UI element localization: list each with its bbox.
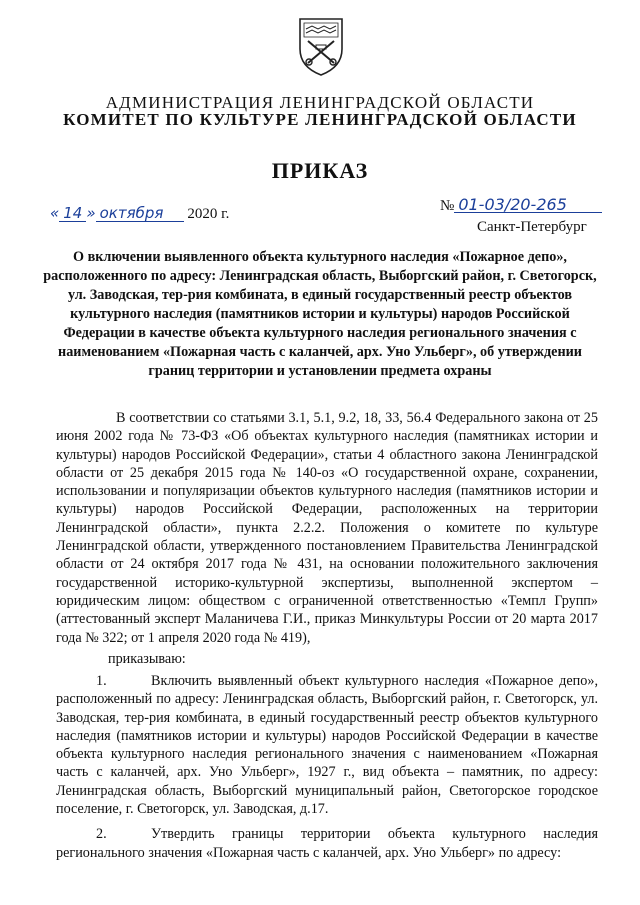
- number-prefix: №: [440, 198, 455, 214]
- order-item-1: [56, 672, 598, 818]
- order-item-1-number: 1.: [96, 673, 107, 689]
- order-item-2-text: Утвердить границы территории объекта культурного наследия регионального значения «Пожарная часть с каланчей, арх. Уно Ульберг» по адресу:: [56, 826, 598, 861]
- date-month: октября: [96, 206, 184, 222]
- date-close-quote: »: [86, 204, 96, 222]
- date-open-quote: «: [50, 204, 60, 222]
- coat-of-arms-icon: [296, 15, 346, 77]
- organization-line-1: АДМИНИСТРАЦИЯ ЛЕНИНГРАДСКОЙ ОБЛАСТИ: [105, 93, 535, 112]
- preamble-paragraph: В соответствии со статьями 3.1, 5.1, 9.2, 18, 33, 56.4 Федерального закона от 25 июня 2002 года № 73-ФЗ «Об объектах культурного наследия (памятниках истории и культуры) народов Российской Федерации», статьи 4 областного закона Ленинградской области от 25 декабря 2015 года № 140-оз «О государственной охране, сохранении, использовании и популяризации объектов культурного наследия (памятников истории и культуры) народов Российской Федерации, расположенных на территории Ленинградской области», пункта 2.2.2. Положения о комитете по культуре Ленинградской области, утвержденного постановлением Правительства Ленинградской области от 24 октября 2017 года № 431, на основании положительного заключения государственной историко-культурной экспертизы, выполненной экспертом – юридическим лицом: обществом с ограниченной ответственностью «Темпл Групп» (аттестованный эксперт Маланичева Г.И., приказ Минкультуры России от 20 марта 2017 года № 322; от 1 апреля 2020 года № 419),: [56, 410, 598, 646]
- order-word: приказываю:: [108, 651, 186, 667]
- document-subject: О включении выявленного объекта культурного наследия «Пожарное депо», расположенного по адресу: Ленинградская область, Выборгский район, г. Светогорск, ул. Заводская, тер-рия комбината, в единый государственный реестр объектов культурного наследия (памятников истории и культуры) народов Российской Федерации в качестве объекта культурного наследия регионального значения с наименованием «Пожарная часть с каланчей, арх. Уно Ульберг», об утверждении границ территории и установлении предмета охраны: [43, 249, 597, 379]
- date-year: 2020 г.: [187, 206, 230, 222]
- document-title: ПРИКАЗ: [271, 158, 369, 183]
- document-city: Санкт-Петербург: [477, 219, 587, 235]
- organization-line-2: КОМИТЕТ ПО КУЛЬТУРЕ ЛЕНИНГРАДСКОЙ ОБЛАСТИ: [63, 110, 577, 129]
- document-preamble: [56, 409, 598, 647]
- order-item-2: [56, 825, 598, 862]
- order-item-2-number: 2.: [96, 826, 107, 843]
- document-number: [440, 197, 602, 215]
- number-value: 01-03/20-265: [454, 197, 602, 213]
- order-items: [56, 672, 598, 869]
- document-date: [50, 204, 229, 223]
- order-item-1-text: Включить выявленный объект культурного наследия «Пожарное депо», расположенный по адресу: Ленинградская область, Выборгский район, г. Светогорск, ул. Заводская, тер-рия комбината, в единый государственный реестр объектов культурного наследия (памятников истории и культуры) народов Российской Федерации в качестве объекта культурного наследия регионального значения с наименованием «Пожарная часть с каланчей, арх. Уно Ульберг», 1927 г., вид объекта – памятник, по адресу: Ленинградская область, Выборгский муниципальный район, Светогорское городское поселение, г. Светогорск, ул. Заводская, д.17.: [56, 673, 598, 818]
- date-day: 14: [59, 206, 86, 222]
